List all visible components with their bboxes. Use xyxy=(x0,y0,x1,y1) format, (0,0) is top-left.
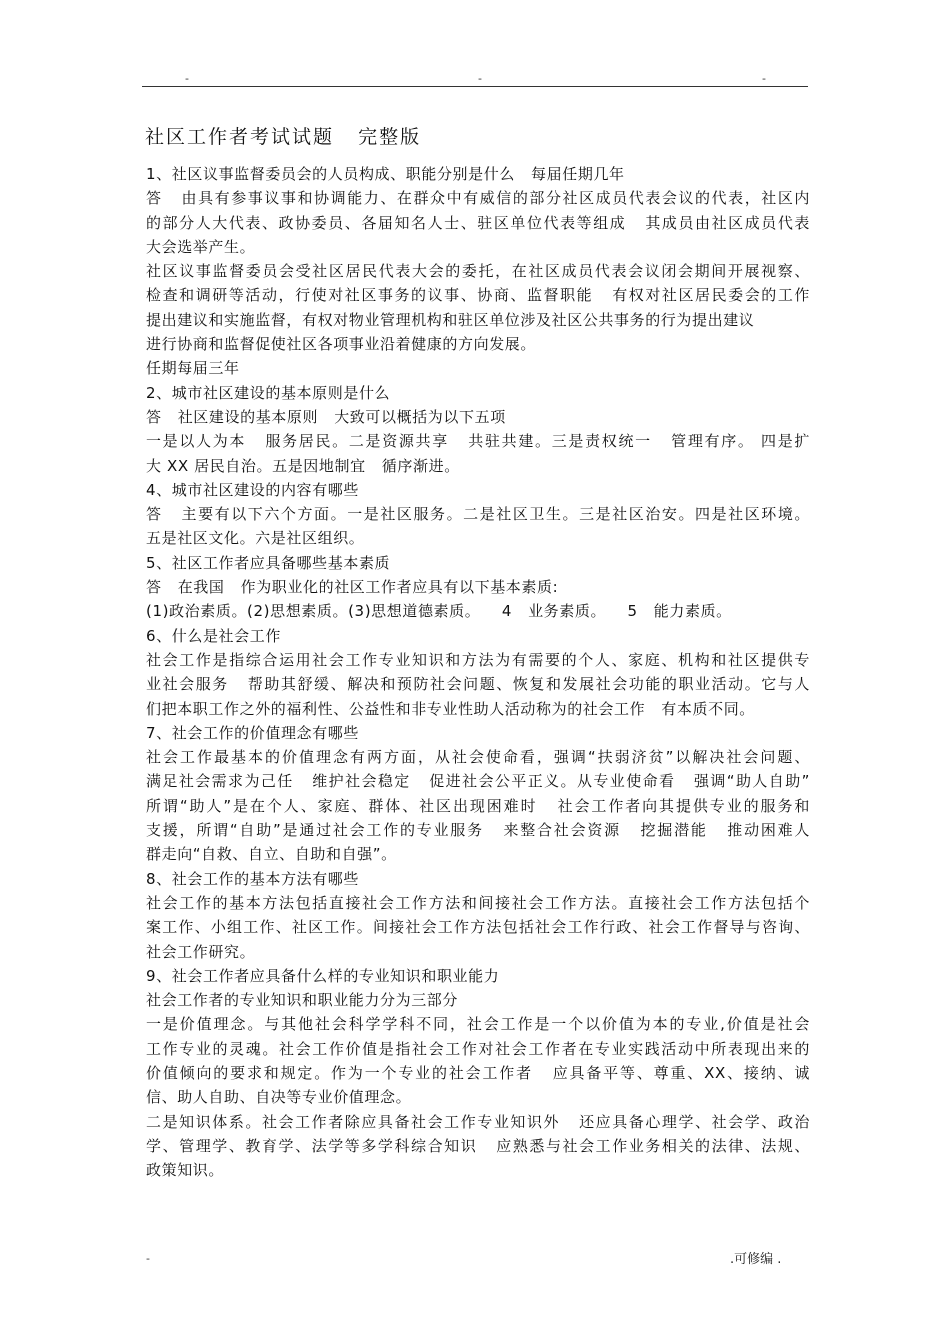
text-line: 政策知识。 xyxy=(146,1161,225,1180)
text-line: 信、助人自助、自决等专业价值理念。 xyxy=(146,1088,412,1107)
text-line: 5、社区工作者应具备哪些基本素质 xyxy=(146,553,391,572)
text-line: 五是社区文化。六是社区组织。 xyxy=(146,529,365,548)
text-line: 社会工作是指综合运用社会工作专业知识和方法为有需要的个人、家庭、机构和社区提供专 xyxy=(146,650,810,669)
text-line: 1、社区议事监督委员会的人员构成、职能分别是什么 每届任期几年 xyxy=(146,165,625,183)
text-line: 大会选举产生。 xyxy=(146,237,256,256)
text-line: 社会工作者的专业知识和职业能力分为三部分 xyxy=(146,991,459,1010)
text-line: 社区议事监督委员会受社区居民代表大会的委托，在社区成员代表会议闭会期间开展视察、 xyxy=(146,262,810,281)
text-line: 大 XX 居民自治。五是因地制宜 循序渐进。 xyxy=(146,456,460,475)
text-line: 答 社区建设的基本原则 大致可以概括为以下五项 xyxy=(146,407,506,426)
text-line: 社会工作最基本的价值理念有两方面，从社会使命看，强调“扶弱济贫”以解决社会问题、 xyxy=(146,748,810,767)
text-line: 价值倾向的要求和规定。作为一个专业的社会工作者 应具备平等、尊重、XX、接纳、诚 xyxy=(146,1063,810,1082)
text-line: 9、社会工作者应具备什么样的专业知识和职业能力 xyxy=(146,966,500,985)
text-line: 社会工作的基本方法包括直接社会工作方法和间接社会工作方法。直接社会工作方法包括个 xyxy=(146,893,810,912)
text-line: 们把本职工作之外的福利性、公益性和非专业性助人活动称为的社会工作 有本质不同。 xyxy=(146,699,755,718)
text-line: 提出建议和实施监督，有权对物业管理机构和驻区单位涉及社区公共事务的行为提出建议 xyxy=(146,310,755,329)
text-line: 答 在我国 作为职业化的社区工作者应具有以下基本素质: xyxy=(146,578,559,597)
text-line: 支援，所谓“自助”是通过社会工作的专业服务 来整合社会资源 挖掘潜能 推动困难人 xyxy=(146,821,810,840)
text-line: 答 由具有参事议事和协调能力、在群众中有威信的部分社区成员代表会议的代表，社区内 xyxy=(146,189,810,208)
text-line: 业社会服务 帮助其舒缓、解决和预防社会问题、恢复和发展社会功能的职业活动。它与人 xyxy=(146,675,810,694)
text-line: 二是知识体系。社会工作者除应具备社会工作专业知识外 还应具备心理学、社会学、政治 xyxy=(146,1112,810,1131)
footer-editable-note: .可修编 . xyxy=(730,1252,782,1267)
header-mark-left: - xyxy=(185,72,189,85)
text-line: 所谓“助人”是在个人、家庭、群体、社区出现困难时 社会工作者向其提供专业的服务和 xyxy=(146,796,810,815)
header-mark-right: - xyxy=(762,72,766,85)
text-line: 2、城市社区建设的基本原则是什么 xyxy=(146,383,391,402)
text-line: 6、什么是社会工作 xyxy=(146,626,281,645)
footer-mark-left: - xyxy=(146,1252,150,1265)
text-line: 答 主要有以下六个方面。一是社区服务。二是社区卫生。三是社区治安。四是社区环境。 xyxy=(146,505,810,524)
document-title: 社区工作者考试试题 完整版 xyxy=(145,126,422,148)
text-line: 8、社会工作的基本方法有哪些 xyxy=(146,869,359,888)
header-mark-center: - xyxy=(478,72,482,85)
text-line: 群走向“自救、自立、自助和自强”。 xyxy=(146,845,397,864)
text-line: 进行协商和监督促使社区各项事业沿着健康的方向发展。 xyxy=(146,335,537,354)
text-line: 一是以人为本 服务居民。二是资源共享 共驻共建。三是责权统一 管理有序。 四是扩 xyxy=(146,432,810,451)
text-line: 案工作、小组工作、社区工作。间接社会工作方法包括社会工作行政、社会工作督导与咨询、 xyxy=(146,918,810,937)
text-line: 的部分人大代表、政协委员、各届知名人士、驻区单位代表等组成 其成员由社区成员代表 xyxy=(146,213,810,232)
text-line: 学、管理学、教育学、法学等多学科综合知识 应熟悉与社会工作业务相关的法律、法规、 xyxy=(146,1136,810,1155)
text-line: 4、城市社区建设的内容有哪些 xyxy=(146,480,359,499)
document-body xyxy=(146,162,810,1182)
text-line: 任期每届三年 xyxy=(146,359,240,378)
header-rule xyxy=(142,86,808,87)
text-line: 社会工作研究。 xyxy=(146,942,256,961)
text-line: 一是价值理念。与其他社会科学学科不同，社会工作是一个以价值为本的专业,价值是社会 xyxy=(146,1015,810,1034)
text-line: 满足社会需求为己任 维护社会稳定 促进社会公平正义。从专业使命看 强调“助人自助” xyxy=(146,772,810,791)
text-line: 检查和调研等活动，行使对社区事务的议事、协商、监督职能 有权对社区居民委会的工作 xyxy=(146,286,810,305)
text-line: 7、社会工作的价值理念有哪些 xyxy=(146,723,359,742)
text-line: (1)政治素质。(2)思想素质。(3)思想道德素质。 4 业务素质。 5 能力素质。 xyxy=(146,602,732,621)
text-line: 工作专业的灵魂。社会工作价值是指社会工作对社会工作者在专业实践活动中所表现出来的 xyxy=(146,1039,810,1058)
